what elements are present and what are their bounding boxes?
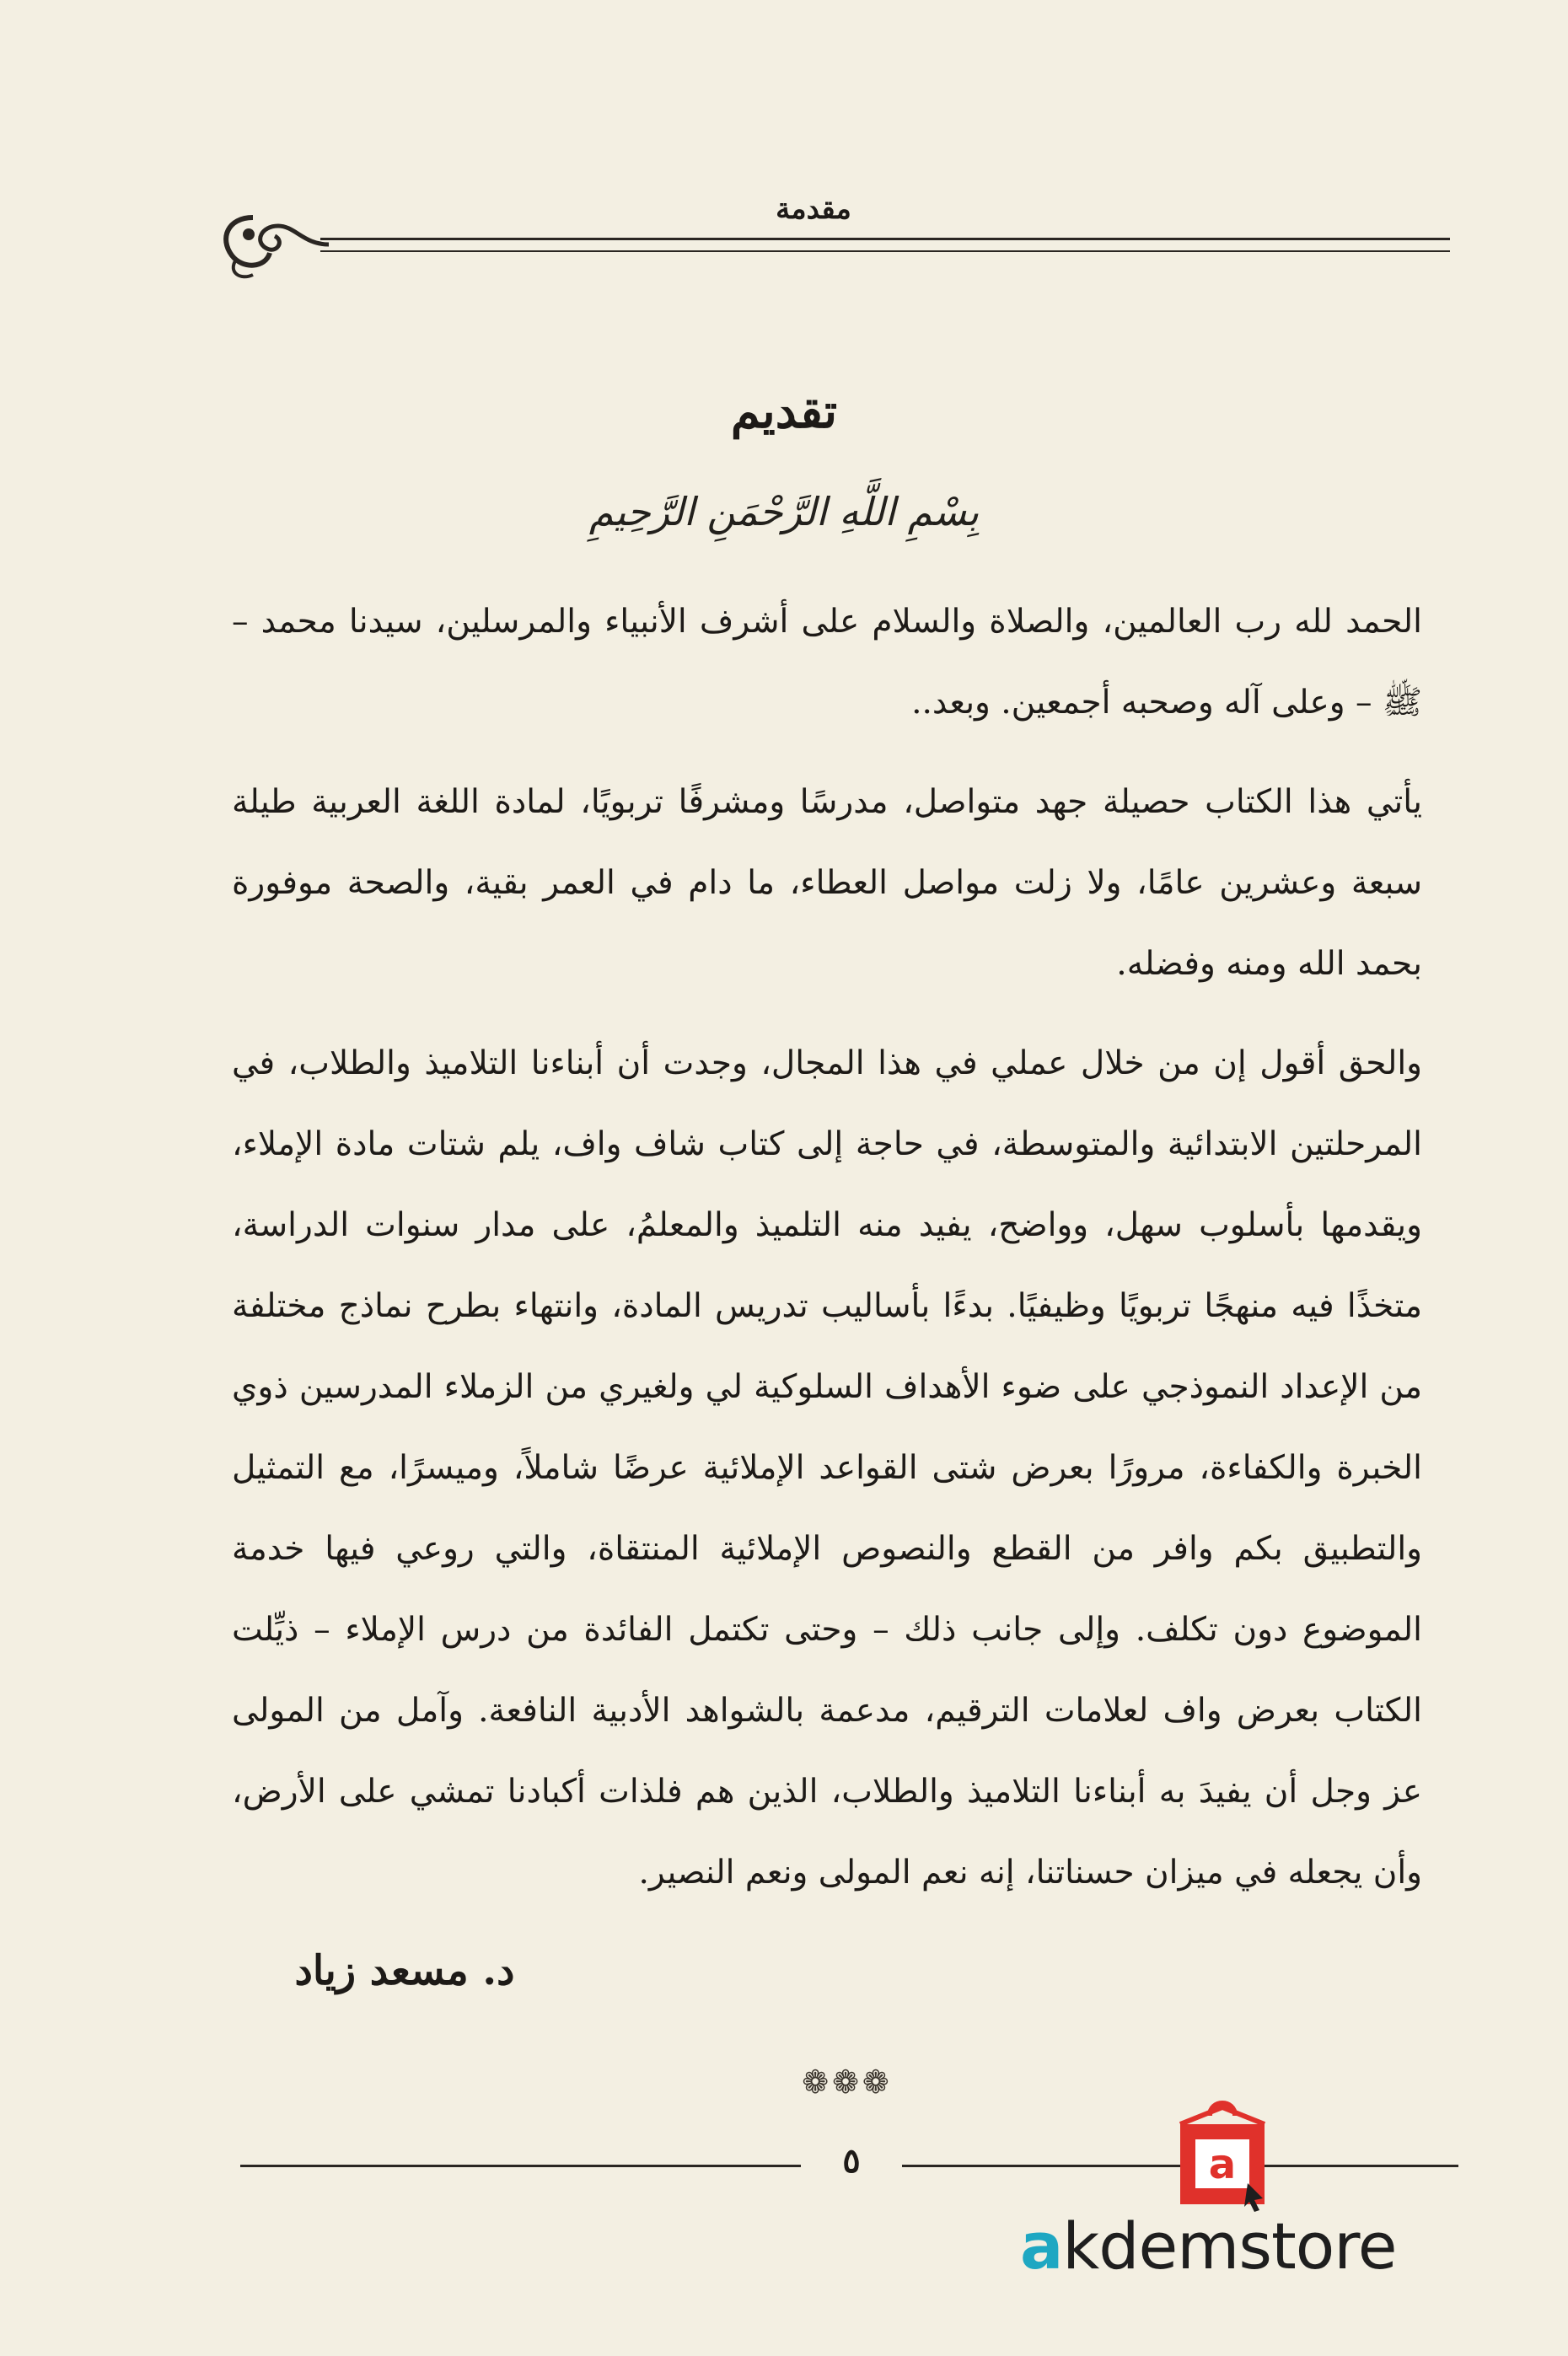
body-text bbox=[232, 582, 1422, 1932]
header-ornament-icon bbox=[202, 192, 337, 285]
brand-name: kdemstore bbox=[1062, 2208, 1397, 2284]
store-watermark bbox=[1020, 2208, 1475, 2284]
logo-letter: a bbox=[1208, 2141, 1237, 2188]
section-title: تقديم bbox=[730, 384, 838, 439]
paragraph: يأتي هذا الكتاب حصيلة جهد متواصل، مدرسًا ومشرفًا تربويًا، لمادة اللغة العربية طيلة سبعة وعشرين عامًا، ولا زلت مواصل العطاء، ما دام في العمر بقية، والصحة موفورة بحمد الله ومنه وفضله. bbox=[232, 783, 1422, 983]
ornament-divider: ❁❁❁ bbox=[802, 2064, 893, 2101]
footer-rule bbox=[240, 2165, 801, 2167]
brand-first-letter: a bbox=[1020, 2208, 1063, 2284]
basmala: بِسْمِ اللَّهِ الرَّحْمَنِ الرَّحِيمِ bbox=[588, 489, 980, 534]
paragraph: الحمد لله رب العالمين، والصلاة والسلام على أشرف الأنبياء والمرسلين، سيدنا محمد – ﷺ – وعلى آله وصحبه أجمعين. وبعد.. bbox=[232, 603, 1422, 722]
author-signature: د. مسعد زياد bbox=[294, 1947, 515, 1994]
paragraph: والحق أقول إن من خلال عملي في هذا المجال، وجدت أن أبناءنا التلاميذ والطلاب، في المرحلتين الابتدائية والمتوسطة، في حاجة إلى كتاب شاف واف، يلم شتات مادة الإملاء، ويقدمها بأسلوب سهل، وواضح، يفيد منه التلميذ والمعلمُ، على مدار سنوات الدراسة، متخذًا فيه منهجًا تربويًا وظيفيًا. بدءًا بأساليب تدريس المادة، وانتهاء بطرح نماذج مختلفة من الإعداد النموذجي على ضوء الأهداف السلوكية لي ولغيري من الزملاء المدرسين ذوي الخبرة والكفاءة، مرورًا بعرض شتى القواعد الإملائية عرضًا شاملاً، وميسرًا، مع التمثيل والتطبيق بكم وافر من القطع والنصوص الإملائية المنتقاة، والتي روعي فيها خدمة الموضوع دون تكلف. وإلى جانب ذلك – وحتى تكتمل الفائدة من درس الإملاء – ذيِّلت الكتاب بعرض واف لعلامات الترقيم، مدعمة بالشواهد الأدبية النافعة. وآمل من المولى عز وجل أن يفيدَ به أبناءنا التلاميذ والطلاب، الذين هم فلذات أكبادنا تمشي على الأرض، وأن يجعله في ميزان حسناتنا، إنه نعم المولى ونعم النصير. bbox=[232, 1044, 1422, 1892]
page-number: ٥ bbox=[842, 2141, 861, 2181]
store-logo-icon bbox=[1163, 2090, 1281, 2225]
header-rule bbox=[320, 238, 1450, 252]
running-header: مقدمة bbox=[776, 192, 851, 226]
